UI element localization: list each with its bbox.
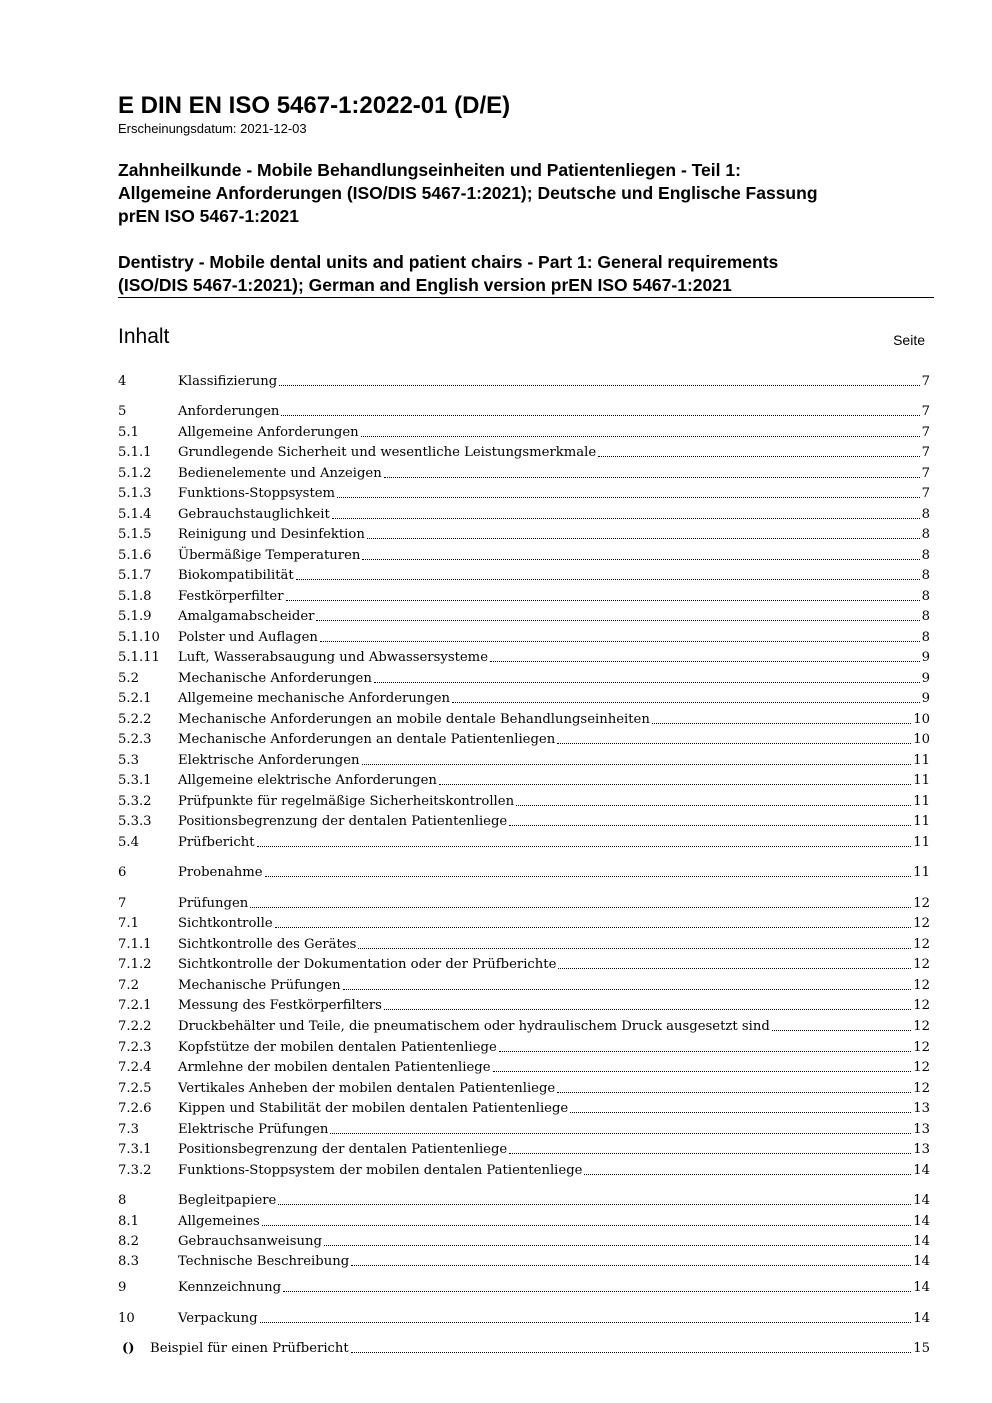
toc-entry-page: 8: [921, 527, 930, 542]
toc-entry-number: 5.3.3: [118, 814, 152, 829]
toc-entry[interactable]: [118, 503, 930, 523]
toc-entry-number: 5.1.6: [118, 548, 152, 563]
toc-entry[interactable]: [118, 421, 930, 441]
toc-entry[interactable]: [118, 646, 930, 666]
toc-entry-title: Prüfungen: [178, 896, 249, 911]
toc-entry-page: 13: [913, 1122, 930, 1137]
toc-entry[interactable]: [118, 1210, 930, 1230]
toc-entry-page: 7: [921, 374, 930, 389]
toc-entry-title: Vertikales Anheben der mobilen dentalen Patientenliege: [178, 1081, 556, 1096]
toc-entry-title: Probenahme: [178, 865, 263, 880]
toc-entry-title: Druckbehälter und Teile, die pneumatischem oder hydraulischem Druck ausgesetzt sind: [178, 1019, 770, 1034]
toc-entry[interactable]: [118, 953, 930, 973]
toc-leader-dots: [361, 435, 920, 437]
toc-entry-page: 13: [913, 1101, 930, 1116]
toc-entry[interactable]: [118, 482, 930, 502]
toc-entry[interactable]: [118, 400, 930, 420]
toc-entry[interactable]: [118, 605, 930, 625]
toc-entry-page: 9: [921, 691, 930, 706]
toc-leader-dots: [260, 1321, 912, 1323]
toc-entry-page: 14: [913, 1163, 930, 1178]
toc-entry-page: 8: [921, 548, 930, 563]
toc-leader-dots: [652, 722, 911, 724]
toc-entry-title: Elektrische Prüfungen: [178, 1122, 329, 1137]
toc-leader-dots: [278, 1203, 911, 1205]
toc-entry[interactable]: [118, 1276, 930, 1296]
toc-entry-page: 8: [921, 609, 930, 624]
toc-leader-dots: [772, 1029, 911, 1031]
toc-entry[interactable]: [118, 810, 930, 830]
toc-entry[interactable]: [118, 1097, 930, 1117]
toc-leader-dots: [265, 875, 912, 877]
toc-entry[interactable]: [118, 1015, 930, 1035]
publication-date: Erscheinungsdatum: 2021-12-03: [118, 121, 307, 136]
toc-entry[interactable]: [118, 564, 930, 584]
toc-leader-dots: [367, 537, 920, 539]
toc-entry-title: Funktions-Stoppsystem der mobilen dentalen Patientenliege: [178, 1163, 583, 1178]
title-german-line: prEN ISO 5467-1:2021: [118, 206, 299, 226]
toc-leader-dots: [490, 660, 920, 662]
toc-entry-page: 12: [913, 1081, 930, 1096]
toc-entry-number: 4: [118, 374, 127, 389]
toc-entry-title: Bedienelemente und Anzeigen: [178, 466, 382, 481]
toc-entry-title: Positionsbegrenzung der dentalen Patientenliege: [178, 1142, 508, 1157]
toc-leader-dots: [337, 496, 920, 498]
toc-entry-title: Allgemeine elektrische Anforderungen: [178, 773, 437, 788]
toc-entry[interactable]: [118, 523, 930, 543]
toc-entry-number: (): [122, 1341, 135, 1356]
toc-entry[interactable]: [118, 933, 930, 953]
toc-entry-page: 7: [921, 445, 930, 460]
toc-leader-dots: [343, 988, 912, 990]
toc-entry-title: Reinigung und Desinfektion: [178, 527, 365, 542]
toc-entry[interactable]: [118, 462, 930, 482]
toc-leader-dots: [499, 1050, 911, 1052]
toc-entry[interactable]: [118, 687, 930, 707]
toc-leader-dots: [439, 783, 911, 785]
toc-entry-page: 8: [921, 589, 930, 604]
toc-entry-page: 12: [913, 916, 930, 931]
toc-entry-number: 5: [118, 404, 127, 419]
toc-entry-page: 12: [913, 896, 930, 911]
toc-entry-page: 14: [913, 1234, 930, 1249]
toc-entry-page: 12: [913, 937, 930, 952]
toc-entry-page: 13: [913, 1142, 930, 1157]
toc-entry-title: Mechanische Prüfungen: [178, 978, 341, 993]
toc-entry-title: Messung des Festkörperfilters: [178, 998, 382, 1013]
toc-entry-page: 8: [921, 507, 930, 522]
toc-leader-dots: [316, 619, 919, 621]
toc-entry-page: 7: [921, 404, 930, 419]
toc-entry-number: 7.3: [118, 1122, 139, 1137]
toc-entry-title: Armlehne der mobilen dentalen Patientenliege: [178, 1060, 491, 1075]
toc-leader-dots: [275, 926, 912, 928]
toc-entry-number: 5.2.3: [118, 732, 152, 747]
toc-entry-number: 10: [118, 1311, 135, 1326]
toc-entry[interactable]: [118, 585, 930, 605]
toc-leader-dots: [384, 1008, 911, 1010]
toc-entry[interactable]: [118, 790, 930, 810]
toc-entry[interactable]: [118, 1138, 930, 1158]
toc-entry-number: 6: [118, 865, 127, 880]
toc-leader-dots: [584, 1173, 911, 1175]
toc-entry-number: 7.2.1: [118, 998, 152, 1013]
toc-entry[interactable]: [118, 1077, 930, 1097]
toc-entry-page: 12: [913, 1019, 930, 1034]
toc-entry-title: Funktions-Stoppsystem: [178, 486, 336, 501]
toc-entry-title: Luft, Wasserabsaugung und Abwassersysteme: [178, 650, 488, 665]
toc-leader-dots: [351, 1351, 911, 1353]
toc-entry-number: 8.3: [118, 1254, 139, 1269]
toc-leader-dots: [324, 1244, 911, 1246]
toc-entry-page: 8: [921, 568, 930, 583]
title-english: [118, 251, 938, 297]
toc-leader-dots: [493, 1070, 912, 1072]
toc-entry[interactable]: [118, 1307, 930, 1327]
title-german: [118, 159, 938, 228]
toc-entry-number: 5.4: [118, 835, 139, 850]
toc-entry-page: 12: [913, 1060, 930, 1075]
document-id: E DIN EN ISO 5467-1:2022-01 (D/E): [118, 92, 511, 119]
toc-leader-dots: [332, 517, 920, 519]
toc-leader-dots: [279, 384, 919, 386]
toc-leader-dots: [296, 578, 920, 580]
toc-entry-title: Kopfstütze der mobilen dentalen Patientenliege: [178, 1040, 497, 1055]
toc-leader-dots: [257, 845, 912, 847]
toc-entry[interactable]: [118, 708, 930, 728]
toc-entry-page: 14: [913, 1280, 930, 1295]
toc-entry-title: Prüfbericht: [178, 835, 255, 850]
toc-entry-title: Technische Beschreibung: [178, 1254, 350, 1269]
toc-entry[interactable]: [118, 831, 930, 851]
toc-entry-page: 9: [921, 650, 930, 665]
toc-entry-number: 7.1: [118, 916, 139, 931]
toc-entry-title: Grundlegende Sicherheit und wesentliche Leistungsmerkmale: [178, 445, 597, 460]
toc-entry-number: 8: [118, 1193, 127, 1208]
toc-leader-dots: [286, 599, 920, 601]
toc-leader-dots: [509, 1152, 911, 1154]
toc-entry-title: Anforderungen: [178, 404, 280, 419]
toc-entry-number: 8.2: [118, 1234, 139, 1249]
toc-entry-page: 7: [921, 425, 930, 440]
toc-entry-number: 7.1.2: [118, 957, 152, 972]
toc-entry-title: Beispiel für einen Prüfbericht: [150, 1341, 349, 1356]
toc-entry-number: 5.1.1: [118, 445, 152, 460]
toc-entry-number: 5.3: [118, 753, 139, 768]
toc-entry-number: 7.2.5: [118, 1081, 152, 1096]
toc-entry-number: 9: [118, 1280, 127, 1295]
toc-leader-dots: [362, 558, 919, 560]
toc-heading: Inhalt: [118, 325, 170, 348]
toc-entry-page: 14: [913, 1311, 930, 1326]
toc-entry[interactable]: [118, 1056, 930, 1076]
title-english-line: (ISO/DIS 5467-1:2021); German and English version prEN ISO 5467-1:2021: [118, 275, 732, 295]
toc-entry[interactable]: [118, 544, 930, 564]
toc-leader-dots: [351, 1264, 911, 1266]
toc-entry[interactable]: [118, 1189, 930, 1209]
toc-entry[interactable]: [118, 1250, 930, 1270]
toc-entry-title: Polster und Auflagen: [178, 630, 318, 645]
toc-entry-number: 5.1.7: [118, 568, 152, 583]
toc-entry-page: 15: [913, 1341, 930, 1356]
toc-entry-page: 12: [913, 957, 930, 972]
toc-entry-page: 14: [913, 1214, 930, 1229]
toc-entry-title: Sichtkontrolle der Dokumentation oder der Prüfberichte: [178, 957, 557, 972]
toc-entry-page: 14: [913, 1193, 930, 1208]
toc-leader-dots: [509, 824, 911, 826]
toc-entry-title: Allgemeine Anforderungen: [178, 425, 359, 440]
toc-entry-number: 5.1.9: [118, 609, 152, 624]
toc-entry-page: 9: [921, 671, 930, 686]
toc-entry[interactable]: [118, 441, 930, 461]
toc-entry-title: Mechanische Anforderungen an mobile dentale Behandlungseinheiten: [178, 712, 650, 727]
toc-entry-title: Sichtkontrolle des Gerätes: [178, 937, 357, 952]
toc-entry-title: Verpackung: [178, 1311, 258, 1326]
toc-entry-title: Allgemeines: [178, 1214, 260, 1229]
toc-leader-dots: [250, 906, 911, 908]
toc-entry[interactable]: [118, 626, 930, 646]
toc-entry[interactable]: [118, 861, 930, 881]
toc-entry-page: 10: [913, 712, 930, 727]
toc-entry-page: 12: [913, 1040, 930, 1055]
toc-entry-number: 7.2.6: [118, 1101, 152, 1116]
toc-entry[interactable]: [118, 1230, 930, 1250]
toc-entry-number: 5.1: [118, 425, 139, 440]
toc-entry-number: 5.1.10: [118, 630, 160, 645]
toc-leader-dots: [557, 742, 911, 744]
toc-entry[interactable]: [118, 912, 930, 932]
toc-entry-page: 7: [921, 486, 930, 501]
toc-leader-dots: [374, 681, 920, 683]
toc-entry-page: 7: [921, 466, 930, 481]
toc-entry-number: 7.2: [118, 978, 139, 993]
toc-entry-title: Kippen und Stabilität der mobilen dentalen Patientenliege: [178, 1101, 569, 1116]
toc-entry-page: 12: [913, 978, 930, 993]
toc-entry-number: 5.2.1: [118, 691, 152, 706]
toc-entry-page: 12: [913, 998, 930, 1013]
toc-page-column-label: Seite: [893, 332, 925, 348]
toc-entry-title: Prüfpunkte für regelmäßige Sicherheitskontrollen: [178, 794, 515, 809]
toc-entry-number: 5.1.4: [118, 507, 152, 522]
toc-entry[interactable]: [118, 1337, 930, 1357]
toc-entry-number: 7: [118, 896, 127, 911]
header-divider: [118, 297, 934, 298]
toc-entry-title: Gebrauchstauglichkeit: [178, 507, 330, 522]
toc-entry-number: 5.3.2: [118, 794, 152, 809]
toc-entry-title: Allgemeine mechanische Anforderungen: [178, 691, 451, 706]
toc-entry[interactable]: [118, 728, 930, 748]
toc-leader-dots: [557, 1091, 911, 1093]
toc-leader-dots: [262, 1224, 911, 1226]
toc-leader-dots: [558, 967, 911, 969]
title-german-line: Allgemeine Anforderungen (ISO/DIS 5467-1:2021); Deutsche und Englische Fassung: [118, 183, 818, 203]
toc-entry-number: 5.1.8: [118, 589, 152, 604]
toc-leader-dots: [570, 1111, 911, 1113]
toc-entry[interactable]: [118, 1159, 930, 1179]
toc-entry[interactable]: [118, 769, 930, 789]
toc-entry-title: Positionsbegrenzung der dentalen Patientenliege: [178, 814, 508, 829]
toc-leader-dots: [281, 414, 919, 416]
toc-entry[interactable]: [118, 892, 930, 912]
toc-leader-dots: [320, 640, 920, 642]
toc-entry-number: 7.1.1: [118, 937, 152, 952]
toc-leader-dots: [516, 804, 911, 806]
toc-entry-title: Begleitpapiere: [178, 1193, 277, 1208]
toc-entry[interactable]: [118, 994, 930, 1014]
toc-entry-number: 7.3.1: [118, 1142, 152, 1157]
toc-entry-page: 11: [913, 753, 930, 768]
toc-leader-dots: [330, 1132, 911, 1134]
toc-entry-number: 7.3.2: [118, 1163, 152, 1178]
toc-entry-page: 11: [913, 865, 930, 880]
toc-entry-page: 8: [921, 630, 930, 645]
title-english-line: Dentistry - Mobile dental units and patient chairs - Part 1: General requirements: [118, 252, 779, 272]
toc-entry[interactable]: [118, 1118, 930, 1138]
toc-leader-dots: [452, 701, 920, 703]
toc-entry[interactable]: [118, 370, 930, 390]
toc-entry-number: 5.3.1: [118, 773, 152, 788]
toc-entry-number: 5.2.2: [118, 712, 152, 727]
toc-entry-title: Biokompatibilität: [178, 568, 294, 583]
toc-entry-number: 5.2: [118, 671, 139, 686]
toc-entry-number: 5.1.3: [118, 486, 152, 501]
toc-entry-number: 7.2.3: [118, 1040, 152, 1055]
title-german-line: Zahnheilkunde - Mobile Behandlungseinheiten und Patientenliegen - Teil 1:: [118, 160, 741, 180]
toc-entry-page: 11: [913, 773, 930, 788]
toc-leader-dots: [358, 947, 911, 949]
toc-entry-number: 7.2.2: [118, 1019, 152, 1034]
toc-entry-page: 11: [913, 814, 930, 829]
toc-leader-dots: [283, 1290, 911, 1292]
toc-entry-page: 11: [913, 794, 930, 809]
toc-entry-title: Mechanische Anforderungen: [178, 671, 372, 686]
toc-entry-title: Sichtkontrolle: [178, 916, 273, 931]
toc-entry[interactable]: [118, 1036, 930, 1056]
toc-entry[interactable]: [118, 749, 930, 769]
toc-entry-page: 14: [913, 1254, 930, 1269]
toc-entry[interactable]: [118, 974, 930, 994]
toc-entry-title: Amalgamabscheider: [178, 609, 315, 624]
toc-entry-number: 5.1.11: [118, 650, 160, 665]
toc-entry-title: Kennzeichnung: [178, 1280, 282, 1295]
toc-entry-number: 5.1.2: [118, 466, 152, 481]
toc-entry-title: Festkörperfilter: [178, 589, 284, 604]
toc-entry-title: Übermäßige Temperaturen: [178, 548, 361, 563]
toc-entry-title: Mechanische Anforderungen an dentale Patientenliegen: [178, 732, 556, 747]
toc-leader-dots: [384, 476, 920, 478]
toc-entry-title: Elektrische Anforderungen: [178, 753, 360, 768]
toc-entry-title: Klassifizierung: [178, 374, 278, 389]
toc-leader-dots: [598, 455, 919, 457]
toc-leader-dots: [362, 763, 912, 765]
toc-entry-number: 8.1: [118, 1214, 139, 1229]
toc-entry-page: 11: [913, 835, 930, 850]
toc-entry-title: Gebrauchsanweisung: [178, 1234, 322, 1249]
toc-entry-number: 7.2.4: [118, 1060, 152, 1075]
toc-entry-page: 10: [913, 732, 930, 747]
toc-entry-number: 5.1.5: [118, 527, 152, 542]
toc-entry[interactable]: [118, 667, 930, 687]
